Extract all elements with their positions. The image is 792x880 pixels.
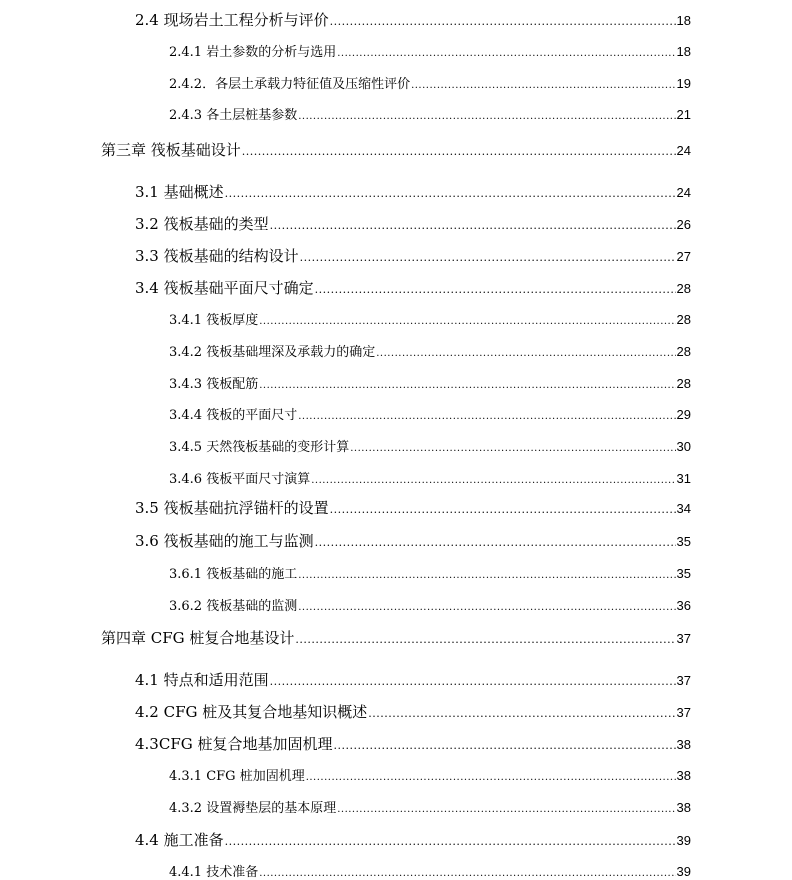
toc-entry[interactable] xyxy=(169,861,691,880)
dot-leader xyxy=(300,251,676,264)
dot-leader xyxy=(376,348,675,359)
toc-entry-page-number: 38 xyxy=(676,737,691,752)
toc-entry[interactable] xyxy=(135,530,691,551)
dot-leader xyxy=(270,675,676,688)
toc-entry-title: 3.4 筏板基础平面尺寸确定 xyxy=(135,279,314,297)
toc-entry[interactable] xyxy=(169,373,691,392)
toc-entry[interactable] xyxy=(169,436,691,455)
toc-entry-page-number: 39 xyxy=(676,833,691,848)
toc-entry-page-number: 35 xyxy=(676,566,691,581)
dot-leader xyxy=(259,868,675,879)
toc-entry-title: 3.4.4 筏板的平面尺寸 xyxy=(169,408,298,423)
dot-leader xyxy=(259,380,675,391)
toc-entry-page-number: 24 xyxy=(676,185,691,200)
toc-entry-page-number: 34 xyxy=(676,501,691,516)
toc-entry-page-number: 31 xyxy=(676,471,691,486)
toc-entry-page-number: 26 xyxy=(676,217,691,232)
toc-entry-title: 2.4.3 各土层桩基参数 xyxy=(169,108,298,123)
toc-entry[interactable] xyxy=(169,468,691,487)
toc-entry-title: 4.2 CFG 桩及其复合地基知识概述 xyxy=(135,703,368,721)
toc-entry[interactable] xyxy=(169,797,691,816)
toc-entry-title: 4.1 特点和适用范围 xyxy=(135,671,269,689)
toc-entry-title: 3.3 筏板基础的结构设计 xyxy=(135,247,299,265)
dot-leader xyxy=(298,602,675,613)
toc-entry-page-number: 39 xyxy=(676,864,691,879)
toc-entry[interactable] xyxy=(135,181,691,202)
toc-entry[interactable] xyxy=(135,213,691,234)
toc-entry[interactable] xyxy=(169,309,691,328)
toc-entry-title: 2.4.1 岩土参数的分析与选用 xyxy=(169,45,337,60)
toc-entry-title: 3.4.5 天然筏板基础的变形计算 xyxy=(169,440,350,455)
toc-entry-title: 3.6.2 筏板基础的监测 xyxy=(169,599,298,614)
toc-entry[interactable] xyxy=(169,104,691,123)
toc-entry-page-number: 29 xyxy=(676,407,691,422)
toc-entry[interactable] xyxy=(135,669,691,690)
dot-leader xyxy=(242,145,676,158)
toc-entry-title: 第三章 筏板基础设计 xyxy=(101,141,241,159)
toc-entry[interactable] xyxy=(135,277,691,298)
toc-entry-page-number: 37 xyxy=(676,673,691,688)
toc-entry-title: 4.3.1 CFG 桩加固机理 xyxy=(169,769,305,784)
toc-entry-title: 3.6.1 筏板基础的施工 xyxy=(169,567,298,582)
toc-entry-page-number: 18 xyxy=(676,13,691,28)
toc-entry-page-number: 28 xyxy=(676,281,691,296)
dot-leader xyxy=(270,219,676,232)
toc-entry-page-number: 18 xyxy=(676,44,691,59)
toc-entry[interactable] xyxy=(169,404,691,423)
dot-leader xyxy=(298,570,675,581)
toc-entry-title: 4.3.2 设置褥垫层的基本原理 xyxy=(169,801,337,816)
toc-entry-title: 4.3CFG 桩复合地基加固机理 xyxy=(135,735,333,753)
toc-entry-title: 4.4.1 技术准备 xyxy=(169,865,259,880)
dot-leader xyxy=(337,48,675,59)
toc-entry-title: 2.4.2．各层土承载力特征值及压缩性评价 xyxy=(169,77,411,92)
toc-entry-title: 3.4.2 筏板基础埋深及承载力的确定 xyxy=(169,345,376,360)
dot-leader xyxy=(298,111,675,122)
dot-leader xyxy=(368,707,675,720)
toc-entry-page-number: 37 xyxy=(676,631,691,646)
toc-entry-title: 4.4 施工准备 xyxy=(135,831,224,849)
toc-entry-title: 3.6 筏板基础的施工与监测 xyxy=(135,532,314,550)
dot-leader xyxy=(330,15,676,28)
toc-entry-page-number: 37 xyxy=(676,705,691,720)
dot-leader xyxy=(337,804,675,815)
dot-leader xyxy=(295,633,675,646)
dot-leader xyxy=(411,80,675,91)
toc-entry[interactable] xyxy=(169,341,691,360)
toc-entry-page-number: 24 xyxy=(676,143,691,158)
dot-leader xyxy=(225,187,676,200)
toc-entry-page-number: 35 xyxy=(676,534,691,549)
toc-entry-page-number: 28 xyxy=(676,344,691,359)
dot-leader xyxy=(311,475,675,486)
toc-entry[interactable] xyxy=(135,245,691,266)
toc-entry-page-number: 36 xyxy=(676,598,691,613)
dot-leader xyxy=(225,835,676,848)
dot-leader xyxy=(350,443,675,454)
toc-entry-title: 3.5 筏板基础抗浮锚杆的设置 xyxy=(135,499,329,517)
toc-entry[interactable] xyxy=(169,595,691,614)
toc-entry-page-number: 21 xyxy=(676,107,691,122)
toc-entry[interactable] xyxy=(135,829,691,850)
dot-leader xyxy=(315,283,676,296)
toc-entry-page-number: 19 xyxy=(676,76,691,91)
toc-entry-title: 3.2 筏板基础的类型 xyxy=(135,215,269,233)
toc-entry-page-number: 38 xyxy=(676,768,691,783)
toc-entry[interactable] xyxy=(169,765,691,784)
toc-entry-page-number: 27 xyxy=(676,249,691,264)
toc-entry[interactable] xyxy=(169,563,691,582)
toc-entry-page-number: 28 xyxy=(676,312,691,327)
dot-leader xyxy=(315,536,676,549)
dot-leader xyxy=(330,503,676,516)
toc-entry[interactable] xyxy=(135,9,691,30)
toc-entry-title: 2.4 现场岩土工程分析与评价 xyxy=(135,11,329,29)
toc-entry-title: 3.4.6 筏板平面尺寸演算 xyxy=(169,472,311,487)
toc-entry-title: 3.4.3 筏板配筋 xyxy=(169,377,259,392)
dot-leader xyxy=(306,772,676,783)
toc-entry[interactable] xyxy=(135,701,691,722)
toc-entry-page-number: 28 xyxy=(676,376,691,391)
dot-leader xyxy=(298,411,675,422)
toc-entry[interactable] xyxy=(101,627,691,648)
toc-entry[interactable] xyxy=(169,73,691,92)
toc-entry[interactable] xyxy=(135,733,691,754)
toc-entry[interactable] xyxy=(101,139,691,160)
dot-leader xyxy=(334,739,676,752)
toc-entry[interactable] xyxy=(169,41,691,60)
dot-leader xyxy=(259,316,675,327)
toc-entry-title: 3.4.1 筏板厚度 xyxy=(169,313,259,328)
toc-entry[interactable] xyxy=(135,497,691,518)
toc-entry-title: 3.1 基础概述 xyxy=(135,183,224,201)
toc-entry-page-number: 30 xyxy=(676,439,691,454)
toc-entry-page-number: 38 xyxy=(676,800,691,815)
toc-entry-title: 第四章 CFG 桩复合地基设计 xyxy=(101,629,295,647)
